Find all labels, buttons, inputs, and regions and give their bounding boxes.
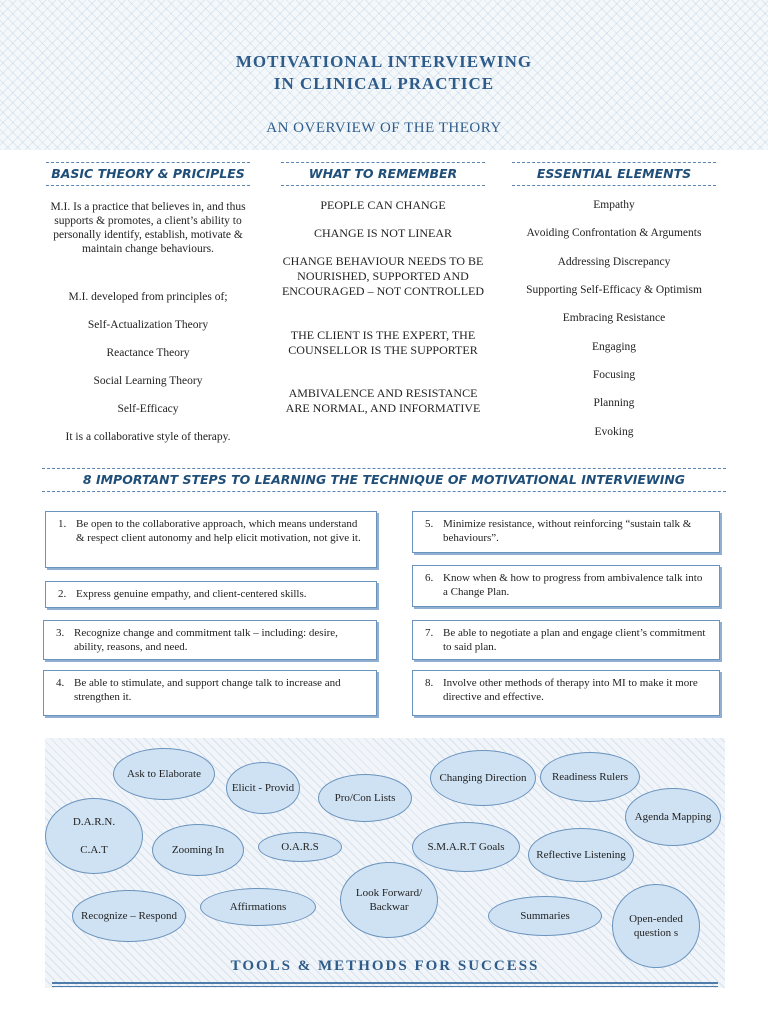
step-number: 1.: [58, 518, 67, 530]
basic-theory-item: M.I. Is a practice that believes in, and thus supports & promotes, a client’s ability to personally identify, establish, motivate & maintain change behaviours.: [50, 201, 246, 255]
basic-theory-item: Reactance Theory: [106, 347, 190, 359]
essential-item: Evoking: [594, 426, 634, 438]
bottom-rule-thin: [52, 986, 718, 987]
tool-smart-goals: S.M.A.R.T Goals: [412, 822, 520, 872]
essential-elements-column: [512, 162, 716, 438]
step-text: Minimize resistance, without reinforcing “sustain talk & behaviours”.: [443, 518, 692, 544]
basic-theory-heading: BASIC THEORY & PRICIPLES: [46, 162, 250, 186]
remember-item: PEOPLE CAN CHANGE: [320, 198, 446, 212]
tool-zooming-in: Zooming In: [152, 824, 244, 876]
step-text: Express genuine empathy, and client-centered skills.: [76, 588, 307, 600]
steps-heading: 8 IMPORTANT STEPS TO LEARNING THE TECHNIQUE OF MOTIVATIONAL INTERVIEWING: [42, 468, 726, 492]
tool-pro-con-lists: Pro/Con Lists: [318, 774, 412, 822]
tool-recognize-respond: Recognize – Respond: [72, 890, 186, 942]
step-number: 2.: [58, 588, 67, 600]
page-title-line2: IN CLINICAL PRACTICE: [273, 74, 495, 93]
step-card-2: [45, 581, 377, 608]
bottom-rule: [52, 982, 718, 984]
remember-item: AMBIVALENCE AND RESISTANCE ARE NORMAL, AND INFORMATIVE: [285, 386, 481, 415]
essential-item: Empathy: [593, 199, 635, 211]
what-to-remember-heading: WHAT TO REMEMBER: [281, 162, 485, 186]
tool-open-ended-questions: Open-ended question s: [612, 884, 700, 968]
essential-elements-heading: ESSENTIAL ELEMENTS: [512, 162, 716, 186]
step-number: 5.: [425, 518, 434, 530]
step-text: Involve other methods of therapy into MI to make it more directive and effective.: [443, 677, 698, 703]
basic-theory-item: M.I. developed from principles of;: [68, 291, 228, 303]
essential-item: Supporting Self-Efficacy & Optimism: [526, 284, 702, 296]
step-card-3: [43, 620, 377, 660]
page-title-line1: MOTIVATIONAL INTERVIEWING: [235, 52, 533, 71]
step-card-4: [43, 670, 377, 716]
step-number: 8.: [425, 677, 434, 689]
step-card-5: [412, 511, 720, 553]
tool-ask-to-elaborate: Ask to Elaborate: [113, 748, 215, 800]
basic-theory-column: [46, 162, 250, 443]
essential-item: Addressing Discrepancy: [557, 256, 671, 268]
step-number: 3.: [56, 627, 65, 639]
tool-readiness-rulers: Readiness Rulers: [540, 752, 640, 802]
page-subtitle: AN OVERVIEW OF THE THEORY: [266, 120, 502, 136]
basic-theory-item: It is a collaborative style of therapy.: [65, 431, 231, 443]
basic-theory-item: Social Learning Theory: [93, 375, 203, 387]
tools-title: TOOLS & METHODS FOR SUCCESS: [230, 958, 540, 974]
tool-affirmations: Affirmations: [200, 888, 316, 926]
essential-item: Avoiding Confrontation & Arguments: [526, 227, 702, 239]
step-number: 6.: [425, 572, 434, 584]
step-text: Be open to the collaborative approach, which means understand & respect client autonomy and help elicit motivation, not give it.: [76, 518, 361, 544]
essential-item: Engaging: [591, 341, 637, 353]
basic-theory-item: Self-Actualization Theory: [87, 319, 209, 331]
remember-item: CHANGE IS NOT LINEAR: [313, 226, 453, 240]
step-text: Be able to negotiate a plan and engage client’s commitment to said plan.: [443, 627, 706, 653]
remember-item: CHANGE BEHAVIOUR NEEDS TO BE NOURISHED, SUPPORTED AND ENCOURAGED – NOT CONTROLLED: [281, 254, 485, 298]
tool-elicit-provide: Elicit - Provid: [226, 762, 300, 814]
essential-item: Embracing Resistance: [562, 312, 666, 324]
tool-agenda-mapping: Agenda Mapping: [625, 788, 721, 846]
what-to-remember-column: [281, 162, 485, 415]
tool-look-forward-backward: Look Forward/ Backwar: [340, 862, 438, 938]
tool-darn-cat: D.A.R.N. C.A.T: [45, 798, 143, 874]
step-text: Recognize change and commitment talk – including: desire, ability, reasons, and need.: [74, 627, 338, 653]
step-card-8: [412, 670, 720, 716]
step-number: 4.: [56, 677, 65, 689]
step-card-7: [412, 620, 720, 660]
step-card-1: [45, 511, 377, 568]
basic-theory-item: Self-Efficacy: [117, 403, 179, 415]
step-text: Be able to stimulate, and support change talk to increase and strengthen it.: [74, 677, 341, 703]
step-text: Know when & how to progress from ambivalence talk into a Change Plan.: [443, 572, 703, 598]
tool-summaries: Summaries: [488, 896, 602, 936]
essential-item: Focusing: [592, 369, 636, 381]
tool-reflective-listening: Reflective Listening: [528, 828, 634, 882]
tool-oars: O.A.R.S: [258, 832, 342, 862]
remember-item: THE CLIENT IS THE EXPERT, THE COUNSELLOR IS THE SUPPORTER: [288, 328, 478, 357]
tool-changing-direction: Changing Direction: [430, 750, 536, 806]
essential-item: Planning: [593, 397, 635, 409]
step-number: 7.: [425, 627, 434, 639]
step-card-6: [412, 565, 720, 607]
